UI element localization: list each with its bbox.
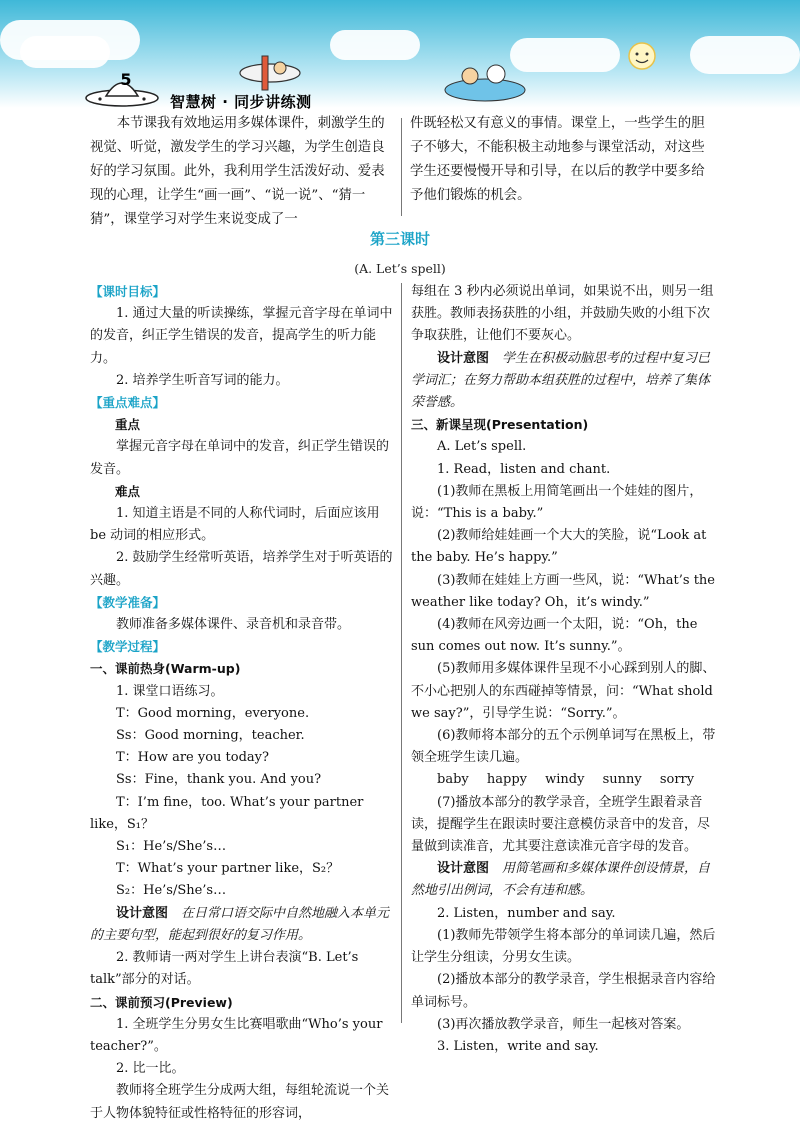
preview-item-2: 2. 比一比。	[116, 1061, 185, 1077]
top-paragraph-right	[410, 112, 712, 208]
right-column	[411, 281, 716, 1058]
difficulty-item-2: 2. 鼓励学生经常听英语，培养学生对于听英语的兴趣。	[90, 550, 393, 588]
presentation-item: (3)教师在娃娃上方画一些风，说：“What’s the weather like today? Oh，it’s windy.”	[411, 572, 715, 610]
section-subtitle: (A. Let’s spell)	[354, 261, 446, 276]
top-paragraph-left-text: 本节课我有效地运用多媒体课件，刺激学生的视觉、听觉，激发学生的学习兴趣，为学生创造良好的学习氛围。此外，我利用学生活泼好动、爱表现的心理，让学生“画一画”、“说一说”、“猜一猜”，课堂学习对学生来说变成了一	[90, 116, 385, 227]
listen-item: (2)播放本部分的教学录音，学生根据录音内容给单词标号。	[411, 972, 716, 1010]
design-intent-2	[411, 348, 716, 415]
presentation-item: (1)教师在黑板上用简笔画出一个娃娃的图片，说：“This is a baby.”	[411, 483, 703, 522]
preview-item-1: 1. 全班学生分男女生比赛唱歌曲“Who’s your teacher?”。	[90, 1016, 383, 1054]
presentation-item: (2)教师给娃娃画一个大大的笑脸，说“Look at the baby. He’s happy.”	[411, 528, 707, 566]
presentation-item: (7)播放本部分的教学录音，全班学生跟着录音读，提醒学生在跟读时要注意模仿录音中的发音，尽量做到读准音，尤其要注意读准元音字母的发音。	[411, 794, 711, 855]
dialogue-line: T：I’m fine，too. What’s your partner like，S₁？	[90, 794, 364, 832]
top-paragraph-left	[90, 112, 392, 232]
sun-icon	[620, 34, 664, 78]
preparation-heading: 【教学准备】	[90, 594, 166, 610]
presentation-part-a: A. Let’s spell.	[437, 439, 527, 455]
goal-item-1: 1. 通过大量的听读操练，掌握元音字母在单词中的发音，纠正学生错误的发音，提高学生的听力能力。	[90, 306, 393, 366]
listen-item: (3)再次播放教学录音，师生一起核对答案。	[437, 1016, 690, 1032]
difficulty-item-1: 1. 知道主语是不同的人称代词时，后面应该用 be 动词的相应形式。	[90, 506, 380, 544]
presentation-item: (4)教师在风旁边画一个太阳，说：“Oh，the sun comes out now. It’s sunny.”。	[411, 617, 698, 655]
series-title: 智慧树 · 同步讲练测	[170, 93, 312, 111]
warmup-heading: 一、课前热身(Warm-up)	[90, 661, 241, 677]
design-intent-3	[411, 858, 716, 902]
example-words: baby happy windy sunny sorry	[437, 772, 695, 788]
preview-heading: 二、课前预习(Preview)	[90, 994, 233, 1010]
kids-illustration-icon	[440, 60, 530, 104]
dialogue-line: T：How are you today?	[116, 750, 269, 766]
dialogue-line: S₂：He’s/She’s…	[116, 883, 227, 899]
cloud-3	[330, 30, 420, 60]
continuation-text: 每组在 3 秒内必须说出单词，如果说不出，则另一组获胜。教师表扬获胜的小组，并鼓励失败的小组下次争取获胜，让他们不要灰心。	[411, 284, 714, 344]
design-intent-text: 用简笔画和多媒体课件创设情景，自然地引出例词，不会有违和感。	[411, 861, 711, 899]
cloud-5	[690, 36, 800, 74]
presentation-step-2: 2. Listen，number and say.	[437, 905, 616, 921]
presentation-step-3: 3. Listen，write and say.	[437, 1038, 599, 1054]
page-number: 5	[120, 70, 132, 89]
design-intent-label: 设计意图	[437, 350, 490, 366]
difficulty-subheading: 难点	[115, 483, 141, 499]
top-paragraph-right-text: 件既轻松又有意义的事情。课堂上，一些学生的胆子不够大，不能积极主动地参与课堂活动，对这些学生还要慢慢开导和引导，在以后的教学中要多给予他们锻炼的机会。	[410, 116, 705, 203]
presentation-item: (6)教师将本部分的五个示例单词写在黑板上，带领全班学生读几遍。	[411, 728, 716, 766]
key-points-heading: 【重点难点】	[90, 395, 166, 411]
column-divider-main	[401, 283, 402, 1023]
presentation-heading: 三、新课呈现(Presentation)	[411, 417, 589, 433]
design-intent-label: 设计意图	[116, 905, 169, 921]
design-intent-text: 学生在积极动脑思考的过程中复习已学词汇；在努力帮助本组获胜的过程中，培养了集体荣誉感。	[411, 350, 711, 411]
listen-item: (1)教师先带领学生将本部分的单词读几遍，然后让学生分组读，分男女生读。	[411, 927, 716, 966]
airplane-icon	[230, 48, 310, 94]
design-intent-text: 在日常口语交际中自然地融入本单元的主要句型，能起到很好的复习作用。	[90, 905, 390, 943]
warmup-item-1: 1. 课堂口语练习。	[116, 683, 224, 699]
preparation-text: 教师准备多媒体课件、录音机和录音带。	[116, 617, 351, 633]
design-intent-label: 设计意图	[437, 861, 490, 877]
design-intent-1	[90, 903, 395, 947]
cloud-2	[20, 36, 110, 68]
preview-item-2-text: 教师将全班学生分成两大组，每组轮流说一个关于人物体貌特征或性格特征的形容词，	[90, 1083, 390, 1121]
column-divider-top	[401, 118, 402, 216]
goal-heading: 【课时目标】	[90, 284, 166, 299]
key-point-text: 掌握元音字母在单词中的发音，纠正学生错误的发音。	[90, 439, 390, 477]
presentation-step-1: 1. Read，listen and chant.	[437, 461, 611, 477]
key-point-subheading: 重点	[115, 417, 141, 433]
presentation-item: (5)教师用多媒体课件呈现不小心踩到别人的脚、不小心把别人的东西碰掉等情景，问：“What shold we say?”，引导学生说：“Sorry.”。	[411, 661, 716, 721]
goal-item-2: 2. 培养学生听音写词的能力。	[116, 372, 289, 388]
dialogue-line: S₁：He’s/She’s…	[116, 839, 227, 855]
process-heading: 【教学过程】	[90, 639, 166, 655]
dialogue-line: Ss：Fine，thank you. And you?	[116, 772, 322, 788]
dialogue-line: T：What’s your partner like，S₂？	[116, 861, 340, 877]
left-column	[90, 281, 395, 1125]
dialogue-line: T：Good morning，everyone.	[116, 705, 310, 721]
dialogue-line: Ss：Good morning，teacher.	[116, 728, 305, 744]
warmup-item-2: 2. 教师请一两对学生上讲台表演“B. Let’s talk”部分的对话。	[90, 950, 359, 988]
section-title: 第三课时	[369, 230, 430, 248]
